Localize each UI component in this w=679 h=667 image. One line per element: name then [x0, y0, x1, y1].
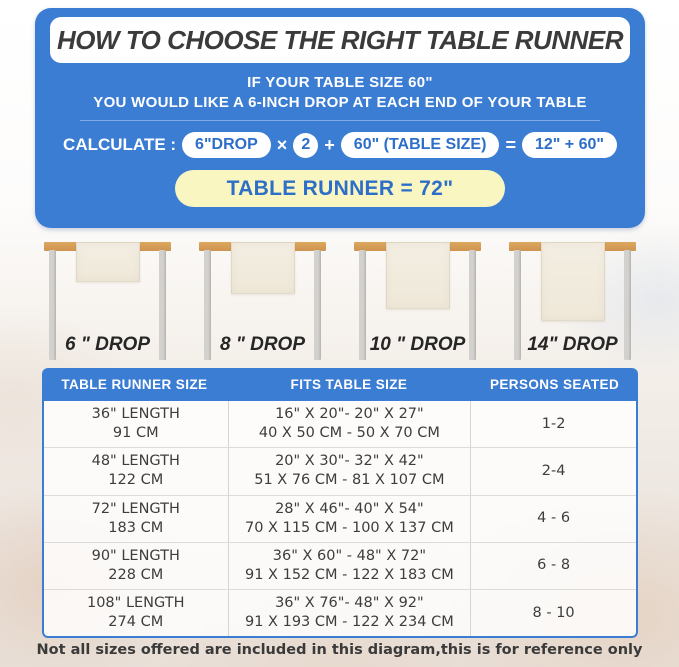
runner-size-cell: 48" LENGTH 122 CM — [91, 453, 180, 489]
table-drop-figure-6in — [30, 236, 185, 362]
persons-seated-cell: 4 - 6 — [470, 496, 636, 542]
title-box — [50, 17, 630, 63]
drop-label: 8 " DROP — [219, 334, 306, 355]
size-reference-table — [42, 368, 638, 638]
table-runner-cloth — [76, 242, 140, 282]
multiplier-circle: 2 — [293, 133, 318, 158]
table-header-row — [42, 368, 638, 401]
divider-line — [80, 120, 600, 121]
runner-size-cell: 36" LENGTH 91 CM — [91, 406, 180, 442]
table-row — [44, 589, 636, 636]
table-row — [44, 447, 636, 494]
table-row — [44, 495, 636, 542]
fits-table-size-cell: 20" X 30"- 32" X 42" 51 X 76 CM - 81 X 107 CM — [228, 448, 471, 494]
drop-label: 14" DROP — [527, 334, 618, 355]
fits-table-size-cell: 28" X 46"- 40" X 54" 70 X 115 CM - 100 X 137 CM — [228, 496, 471, 542]
calculate-label: CALCULATE : — [63, 135, 177, 154]
persons-seated-cell: 2-4 — [470, 448, 636, 494]
table-drop-figure-10in — [340, 236, 495, 362]
fits-table-size-cell: 16" X 20"- 20" X 27" 40 X 50 CM - 50 X 70 CM — [228, 401, 471, 447]
table-runner-cloth — [231, 242, 295, 294]
table-drop-figure-8in — [185, 236, 340, 362]
multiply-operator: × — [276, 134, 288, 155]
disclaimer-note: Not all sizes offered are included in this diagram,this is for reference only — [36, 642, 643, 658]
runner-result-pill: TABLE RUNNER = 72" — [175, 170, 505, 207]
persons-seated-cell: 6 - 8 — [470, 543, 636, 589]
runner-size-cell: 108" LENGTH 274 CM — [86, 595, 185, 631]
table-runner-cloth — [386, 242, 450, 309]
instruction-panel — [35, 8, 645, 228]
table-row — [44, 401, 636, 447]
page-title: HOW TO CHOOSE THE RIGHT TABLE RUNNER — [56, 24, 624, 55]
drop-illustrations — [30, 236, 650, 362]
fits-table-size-cell: 36" X 60" - 48" X 72" 91 X 152 CM - 122 X 183 CM — [228, 543, 471, 589]
plus-operator: + — [324, 134, 335, 155]
subtitle-line-1: IF YOUR TABLE SIZE 60" — [247, 74, 433, 91]
runner-size-cell: 72" LENGTH 183 CM — [91, 500, 180, 536]
equals-operator: = — [505, 134, 516, 155]
table-body — [42, 401, 638, 638]
table-runner-cloth — [541, 242, 605, 321]
sum-pill: 12" + 60" — [522, 132, 617, 158]
column-header-persons-seated: PERSONS SEATED — [489, 377, 620, 392]
table-row — [44, 542, 636, 589]
table-size-pill: 60" (TABLE SIZE) — [341, 132, 500, 158]
persons-seated-cell: 1-2 — [470, 401, 636, 447]
column-header-fits-table-size: FITS TABLE SIZE — [290, 377, 408, 392]
persons-seated-cell: 8 - 10 — [470, 590, 636, 636]
subtitle-line-2: YOU WOULD LIKE A 6-INCH DROP AT EACH END OF YOUR TABLE — [93, 94, 587, 111]
table-drop-figure-14in — [495, 236, 650, 362]
calculation-row — [50, 132, 630, 158]
drop-label: 6 " DROP — [64, 334, 151, 355]
drop-pill: 6"DROP — [182, 132, 271, 158]
drop-label: 10 " DROP — [369, 334, 466, 355]
column-header-runner-size: TABLE RUNNER SIZE — [61, 377, 208, 392]
fits-table-size-cell: 36" X 76"- 48" X 92" 91 X 193 CM - 122 X 234 CM — [228, 590, 471, 636]
runner-size-cell: 90" LENGTH 228 CM — [91, 547, 180, 583]
